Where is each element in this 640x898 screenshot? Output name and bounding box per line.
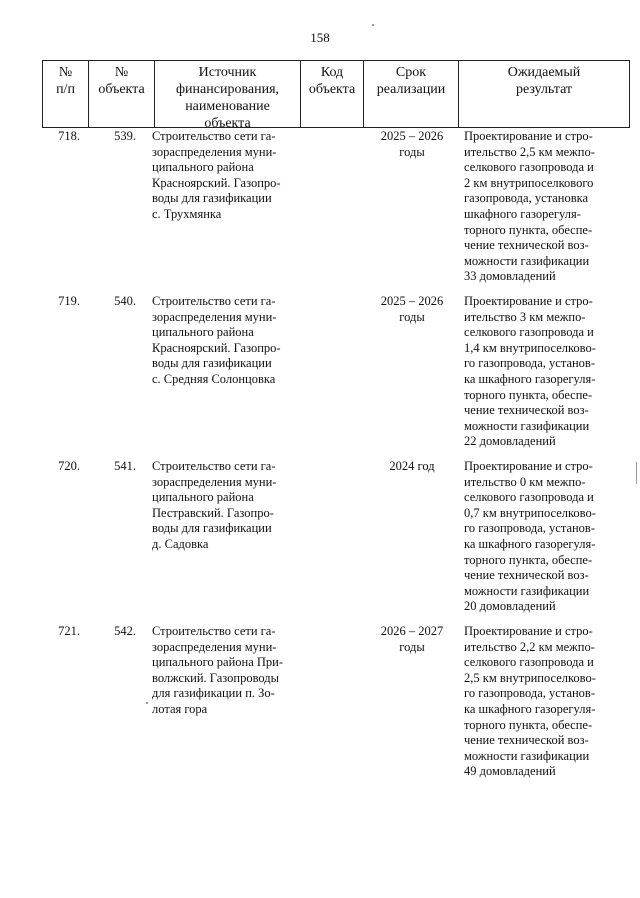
header-term-line-2: реализации — [376, 82, 446, 97]
result-text — [464, 129, 630, 285]
result-line: 1,4 км внутрипоселково- — [464, 340, 596, 355]
header-result-line-1: Ожидаемый — [507, 65, 581, 80]
object-number: 541. — [114, 459, 136, 473]
result-line: торного пункта, обеспе- — [464, 552, 593, 567]
source-text — [152, 294, 298, 388]
header-code — [301, 61, 364, 128]
term-line: годы — [399, 639, 425, 654]
header-source-line-1: Источник — [198, 65, 257, 80]
source-line: с. Трухмянка — [152, 206, 222, 221]
result-line: Проектирование и стро- — [464, 129, 593, 143]
row-number: 718. — [58, 129, 80, 143]
source-line: лотая гора — [152, 701, 208, 716]
header-num — [43, 61, 89, 128]
source-line: зораспределения муни- — [152, 309, 277, 324]
result-text — [464, 459, 630, 615]
result-line: чение технической воз- — [464, 238, 589, 253]
result-line: чение технической воз- — [464, 403, 589, 418]
source-line: воды для газификации — [152, 191, 272, 206]
result-line: шкафного газорегуля- — [464, 206, 581, 221]
result-line: 2 км внутрипоселкового — [464, 175, 594, 190]
result-line: можности газификации — [464, 748, 590, 763]
header-term-line-1: Срок — [395, 65, 427, 80]
term-line: 2026 – 2027 — [380, 624, 444, 638]
source-line: д. Садовка — [152, 536, 209, 551]
row-number: 721. — [58, 624, 80, 638]
result-line: чение технической воз- — [464, 568, 589, 583]
source-text — [152, 459, 298, 553]
page-number: 158 — [310, 30, 330, 45]
result-line: селкового газопровода и — [464, 325, 594, 340]
header-source — [155, 61, 301, 131]
header-source-line-4: объекта — [204, 116, 251, 131]
result-line: можности газификации — [464, 418, 590, 433]
source-line: зораспределения муни- — [152, 474, 277, 489]
result-line: торного пункта, обеспе- — [464, 717, 593, 732]
result-line: чение технической воз- — [464, 733, 589, 748]
result-line: газопровода, установка — [464, 191, 589, 206]
source-text — [152, 129, 298, 223]
scan-mark — [372, 24, 374, 26]
result-line: ка шкафного газорегуля- — [464, 371, 596, 386]
term-line: 2025 – 2026 — [380, 294, 444, 308]
header-code-line-1: Код — [320, 65, 344, 80]
header-code-line-2: объекта — [308, 82, 356, 97]
header-obj-line-2: объекта — [98, 82, 145, 97]
object-number: 542. — [114, 624, 136, 638]
source-line: ципального района — [152, 490, 254, 505]
scan-mark — [146, 702, 148, 704]
result-line: ительство 2,5 км межпо- — [464, 144, 595, 159]
header-result-line-2: результат — [515, 82, 573, 97]
result-line: селкового газопровода и — [464, 655, 594, 670]
source-line: ципального района — [152, 325, 254, 340]
result-line: ка шкафного газорегуля- — [464, 701, 596, 716]
result-line: ительство 3 км межпо- — [464, 309, 586, 324]
header-num-line-2: п/п — [56, 82, 75, 97]
term-text — [364, 294, 460, 325]
row-number: 720. — [58, 459, 80, 473]
result-line: 2,5 км внутрипоселково- — [464, 670, 596, 685]
header-result — [459, 61, 629, 128]
result-text — [464, 294, 630, 450]
result-line: селкового газопровода и — [464, 490, 594, 505]
header-term — [364, 61, 459, 128]
source-text — [152, 624, 298, 718]
result-line: 20 домовладений — [464, 599, 556, 614]
source-line: Строительство сети га- — [152, 459, 276, 473]
result-line: ительство 2,2 км межпо- — [464, 639, 595, 654]
source-line: воды для газификации — [152, 521, 272, 536]
result-line: Проектирование и стро- — [464, 294, 593, 308]
result-line: го газопровода, установ- — [464, 686, 595, 701]
source-line: Строительство сети га- — [152, 624, 276, 638]
result-line: 33 домовладений — [464, 269, 556, 284]
header-object-num — [89, 61, 155, 128]
source-line: Строительство сети га- — [152, 294, 276, 308]
object-number: 540. — [114, 294, 136, 308]
result-line: можности газификации — [464, 583, 590, 598]
source-line: Пестравский. Газопро- — [152, 505, 274, 520]
result-text — [464, 624, 630, 780]
result-line: селкового газопровода и — [464, 160, 594, 175]
source-line: ципального района При- — [152, 655, 284, 670]
source-line: зораспределения муни- — [152, 639, 277, 654]
result-line: ительство 0 км межпо- — [464, 474, 586, 489]
term-line: годы — [399, 309, 425, 324]
term-line: 2025 – 2026 — [380, 129, 444, 143]
source-line: воды для газификации — [152, 356, 272, 371]
result-line: го газопровода, установ- — [464, 521, 595, 536]
term-text — [364, 624, 460, 655]
result-line: го газопровода, установ- — [464, 356, 595, 371]
source-line: волжский. Газопроводы — [152, 670, 280, 685]
source-line: для газификации п. Зо- — [152, 686, 275, 701]
result-line: можности газификации — [464, 253, 590, 268]
term-line: годы — [399, 144, 425, 159]
source-line: зораспределения муни- — [152, 144, 277, 159]
term-text — [364, 129, 460, 160]
header-obj-line-1: № — [114, 65, 129, 80]
result-line: 0,7 км внутрипоселково- — [464, 505, 596, 520]
header-source-line-3: наименование — [185, 99, 270, 114]
header-source-line-2: финансирования, — [175, 82, 280, 97]
result-line: ка шкафного газорегуля- — [464, 536, 596, 551]
term-line: 2024 год — [389, 459, 435, 473]
table-header — [42, 60, 630, 131]
object-number: 539. — [114, 129, 136, 143]
scan-mark — [636, 462, 637, 484]
result-line: торного пункта, обеспе- — [464, 387, 593, 402]
result-line: Проектирование и стро- — [464, 624, 593, 638]
source-line: Красноярский. Газопро- — [152, 175, 281, 190]
source-line: ципального района — [152, 160, 254, 175]
source-line: Красноярский. Газопро- — [152, 340, 281, 355]
source-line: с. Средняя Солонцовка — [152, 371, 276, 386]
row-number: 719. — [58, 294, 80, 308]
term-text — [364, 459, 460, 475]
source-line: Строительство сети га- — [152, 129, 276, 143]
result-line: торного пункта, обеспе- — [464, 222, 593, 237]
header-num-line-1: № — [58, 65, 73, 80]
result-line: 22 домовладений — [464, 434, 556, 449]
result-line: Проектирование и стро- — [464, 459, 593, 473]
result-line: 49 домовладений — [464, 764, 556, 779]
